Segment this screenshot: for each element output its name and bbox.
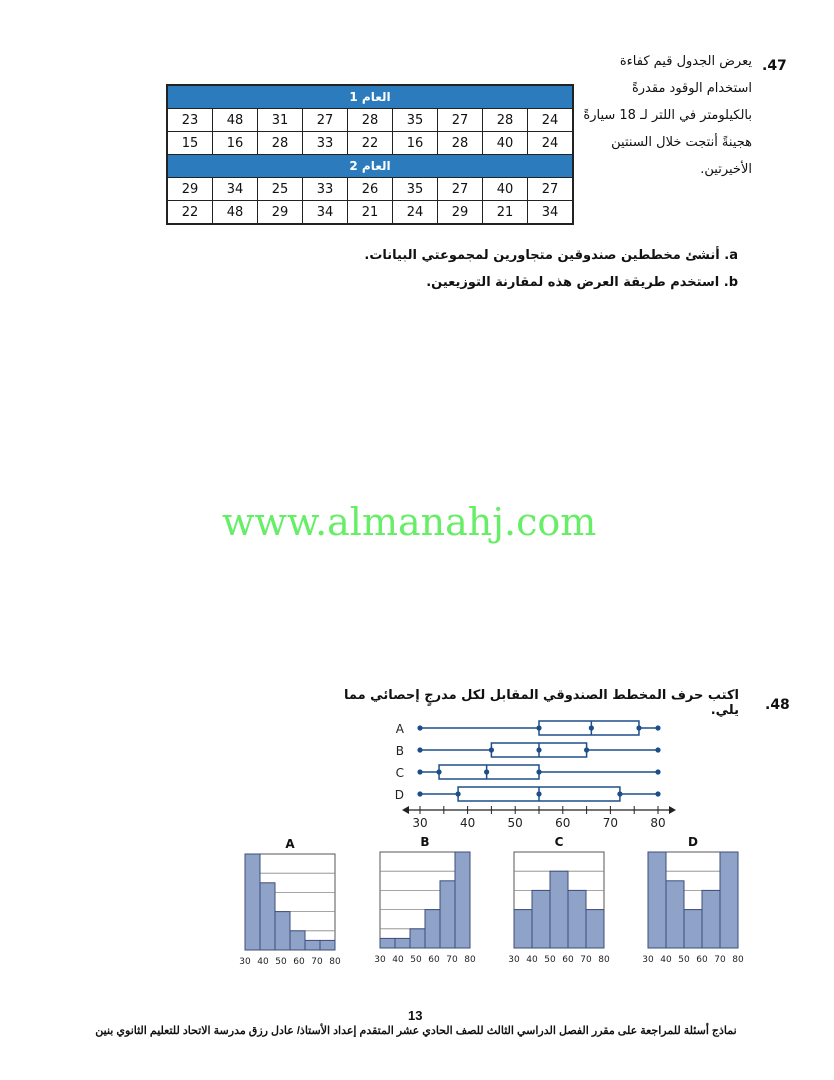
boxplot-point (436, 769, 441, 774)
histogram-bar (380, 938, 395, 948)
cell: 27 (303, 109, 348, 132)
boxplot-point (536, 725, 541, 730)
histogram-tick-label: 50 (410, 955, 422, 965)
histogram-bar (568, 890, 586, 948)
cell: 29 (167, 178, 213, 201)
axis-arrow-left (402, 806, 409, 814)
boxplot-point (417, 747, 422, 752)
axis-tick-label: 80 (650, 816, 666, 830)
table-row (167, 178, 573, 201)
cell: 33 (303, 178, 348, 201)
boxplot-label: C (395, 766, 404, 780)
histogram-label: C (554, 835, 564, 849)
cell: 34 (303, 201, 348, 225)
boxplot-point (655, 791, 660, 796)
boxplot-label: A (395, 722, 404, 736)
histogram-tick-label: 40 (257, 957, 269, 967)
histogram-bar (440, 881, 455, 948)
histogram-bar (702, 890, 720, 948)
q48-text: اكتب حرف المخطط الصندوقي المقابل لكل مدرجٍ إحصائي مما يلي. (344, 688, 739, 718)
histogram-tick-label: 80 (464, 955, 476, 965)
cell: 28 (483, 109, 528, 132)
cell: 16 (213, 132, 258, 155)
cell: 33 (303, 132, 348, 155)
boxplot-point (417, 769, 422, 774)
histogram-bar (395, 938, 410, 948)
histogram-label: D (688, 835, 698, 849)
histogram-bar (666, 881, 684, 948)
cell: 35 (393, 109, 438, 132)
q47-text: يعرض الجدول قيم كفاءة استخدام الوقود مقدرةً بالكيلومتر في اللتر لـ 18 سيارةً هجينةً أنتجت خلال السنتين الأخيرتين. (583, 54, 752, 177)
histogram-bar (305, 940, 320, 950)
histogram-tick-label: 40 (392, 955, 404, 965)
q48-number: .48 (765, 697, 790, 713)
cell: 29 (258, 201, 303, 225)
histogram-tick-label: 30 (239, 957, 251, 967)
cell: 34 (528, 201, 574, 225)
histogram-bar (532, 890, 550, 948)
cell: 28 (258, 132, 303, 155)
histogram-bar (260, 883, 275, 950)
histogram-bar (290, 931, 305, 950)
q47-number: .47 (762, 58, 787, 74)
histogram-bar (720, 852, 738, 948)
histogram-tick-label: 70 (580, 955, 592, 965)
boxplot-point (617, 791, 622, 796)
boxplot-point (655, 725, 660, 730)
histogram-bar (514, 910, 532, 948)
cell: 26 (348, 178, 393, 201)
histogram-tick-label: 70 (446, 955, 458, 965)
histogram-tick-label: 80 (329, 957, 341, 967)
year2-header: العام 2 (167, 155, 573, 178)
q47-part-b: b. استخدم طريقة العرض هذه لمقارنة التوزيعين. (426, 275, 738, 290)
cell: 24 (528, 132, 574, 155)
cell: 29 (438, 201, 483, 225)
cell: 16 (393, 132, 438, 155)
boxplot-point (417, 725, 422, 730)
histogram-bar (320, 940, 335, 950)
histogram-tick-label: 60 (562, 955, 574, 965)
histogram-label: B (420, 835, 430, 849)
cell: 35 (393, 178, 438, 201)
cell: 31 (258, 109, 303, 132)
boxplot-point (636, 725, 641, 730)
histogram-bar (410, 929, 425, 948)
histogram-tick-label: 50 (678, 955, 690, 965)
boxplot-label: D (394, 788, 404, 802)
cell: 40 (483, 178, 528, 201)
histogram-tick-label: 70 (714, 955, 726, 965)
cell: 21 (348, 201, 393, 225)
histograms (230, 830, 770, 975)
cell: 15 (167, 132, 213, 155)
cell: 25 (258, 178, 303, 201)
histogram-bar (425, 910, 440, 948)
histogram-bar (245, 854, 260, 950)
histogram-tick-label: 60 (696, 955, 708, 965)
histogram-tick-label: 50 (544, 955, 556, 965)
boxplot-chart (360, 710, 690, 835)
histogram-tick-label: 40 (660, 955, 672, 965)
cell: 23 (167, 109, 213, 132)
cell: 40 (483, 132, 528, 155)
boxplot-point (536, 791, 541, 796)
histogram-tick-label: 30 (642, 955, 654, 965)
histogram-bar (586, 910, 604, 948)
cell: 27 (438, 178, 483, 201)
histogram-bar (550, 871, 568, 948)
histogram-bar (684, 910, 702, 948)
axis-tick-label: 70 (602, 816, 619, 830)
cell: 27 (528, 178, 574, 201)
boxplot-point (455, 791, 460, 796)
table-row (167, 109, 573, 132)
histogram-tick-label: 30 (508, 955, 520, 965)
watermark: www.almanahj.com (222, 500, 597, 544)
cell: 24 (393, 201, 438, 225)
axis-tick-label: 40 (459, 816, 476, 830)
boxplot-point (484, 769, 489, 774)
cell: 48 (213, 201, 258, 225)
histogram-bar (455, 852, 470, 948)
table-row (167, 201, 573, 225)
cell: 27 (438, 109, 483, 132)
cell: 28 (348, 109, 393, 132)
boxplot-point (655, 747, 660, 752)
histogram-tick-label: 30 (374, 955, 386, 965)
histogram-tick-label: 50 (275, 957, 287, 967)
boxplot-point (489, 747, 494, 752)
cell: 34 (213, 178, 258, 201)
footer-text: نماذج أسئلة للمراجعة على مقرر الفصل الدراسي الثالث للصف الحادي عشر المتقدم إعداد الأستاذ/ عادل رزق مدرسة الاتحاد للتعليم الثانوي بنين (95, 1025, 737, 1037)
q47-part-a: a. أنشئ مخططين صندوقين متجاورين لمجموعتي البيانات. (364, 248, 738, 263)
axis-arrow-right (669, 806, 676, 814)
cell: 22 (348, 132, 393, 155)
histogram-bar (648, 852, 666, 948)
boxplot-point (417, 791, 422, 796)
boxplot-label: B (395, 744, 404, 758)
cell: 22 (167, 201, 213, 225)
histogram-bar (275, 912, 290, 950)
cell: 28 (438, 132, 483, 155)
boxplot-point (536, 747, 541, 752)
year1-header: العام 1 (167, 85, 573, 109)
cell: 48 (213, 109, 258, 132)
fuel-table (166, 84, 574, 225)
boxplot-point (584, 747, 589, 752)
axis-tick-label: 50 (507, 816, 523, 830)
axis-tick-label: 60 (555, 816, 571, 830)
boxplot-point (536, 769, 541, 774)
histogram-tick-label: 60 (293, 957, 305, 967)
histogram-tick-label: 80 (732, 955, 744, 965)
cell: 24 (528, 109, 574, 132)
histogram-label: A (285, 837, 295, 851)
histogram-tick-label: 60 (428, 955, 440, 965)
histogram-tick-label: 40 (526, 955, 538, 965)
boxplot-point (655, 769, 660, 774)
boxplot-point (589, 725, 594, 730)
cell: 21 (483, 201, 528, 225)
page-number: 13 (408, 1008, 423, 1023)
histogram-tick-label: 70 (311, 957, 323, 967)
histogram-tick-label: 80 (598, 955, 610, 965)
axis-tick-label: 30 (412, 816, 428, 830)
table-row (167, 132, 573, 155)
